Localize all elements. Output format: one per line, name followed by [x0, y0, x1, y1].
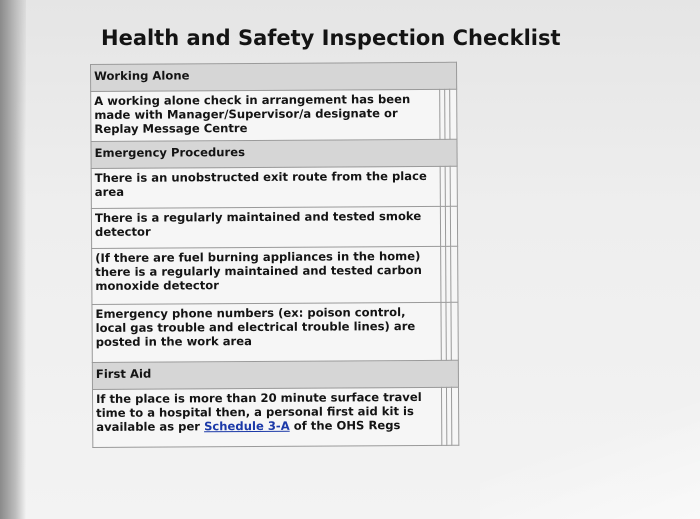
schedule-3a-link[interactable]: Schedule 3-A	[204, 418, 290, 434]
section-row-first-aid	[92, 360, 458, 389]
checklist-checkbox-cell[interactable]	[450, 206, 457, 246]
checklist-item-text	[92, 387, 441, 447]
checklist-table	[90, 62, 459, 448]
checklist-item-text-part: If the place is more than 20 minute surface travel time to a hospital then, a personal first aid kit is available as per	[96, 389, 422, 434]
checklist-row	[91, 89, 457, 141]
photo-left-edge	[0, 0, 26, 519]
checklist-item-text: There is an unobstructed exit route from the place area	[91, 166, 440, 208]
screen-glare	[480, 389, 700, 519]
checklist-item-text: There is a regularly maintained and tested smoke detector	[91, 206, 440, 248]
checklist-checkbox-cell[interactable]	[451, 246, 458, 302]
section-row-emergency-procedures	[91, 139, 457, 168]
checklist-row	[92, 387, 458, 447]
checklist-row	[92, 246, 458, 304]
page-title: Health and Safety Inspection Checklist	[101, 26, 561, 50]
section-row-working-alone	[91, 62, 457, 91]
checklist-item-text-part: of the OHS Regs	[293, 418, 401, 433]
checklist-checkbox-cell[interactable]	[451, 302, 458, 360]
section-heading: Working Alone	[91, 62, 457, 91]
section-heading: First Aid	[92, 360, 458, 389]
checklist-row	[92, 302, 458, 362]
checklist-checkbox-cell[interactable]	[450, 89, 457, 139]
checklist-checkbox-cell[interactable]	[451, 387, 458, 445]
checklist-row	[91, 166, 457, 208]
checklist-checkbox-cell[interactable]	[450, 166, 457, 206]
checklist-item-text: Emergency phone numbers (ex: poison control, local gas trouble and electrical trouble lines) are posted in the work area	[92, 302, 441, 362]
section-heading: Emergency Procedures	[91, 139, 457, 168]
checklist-item-text: A working alone check in arrangement has been made with Manager/Supervisor/a designate or Replay Message Centre	[91, 89, 440, 141]
checklist-row	[91, 206, 457, 248]
checklist-item-text: (If there are fuel burning appliances in the home) there is a regularly maintained and tested carbon monoxide detector	[92, 246, 441, 304]
